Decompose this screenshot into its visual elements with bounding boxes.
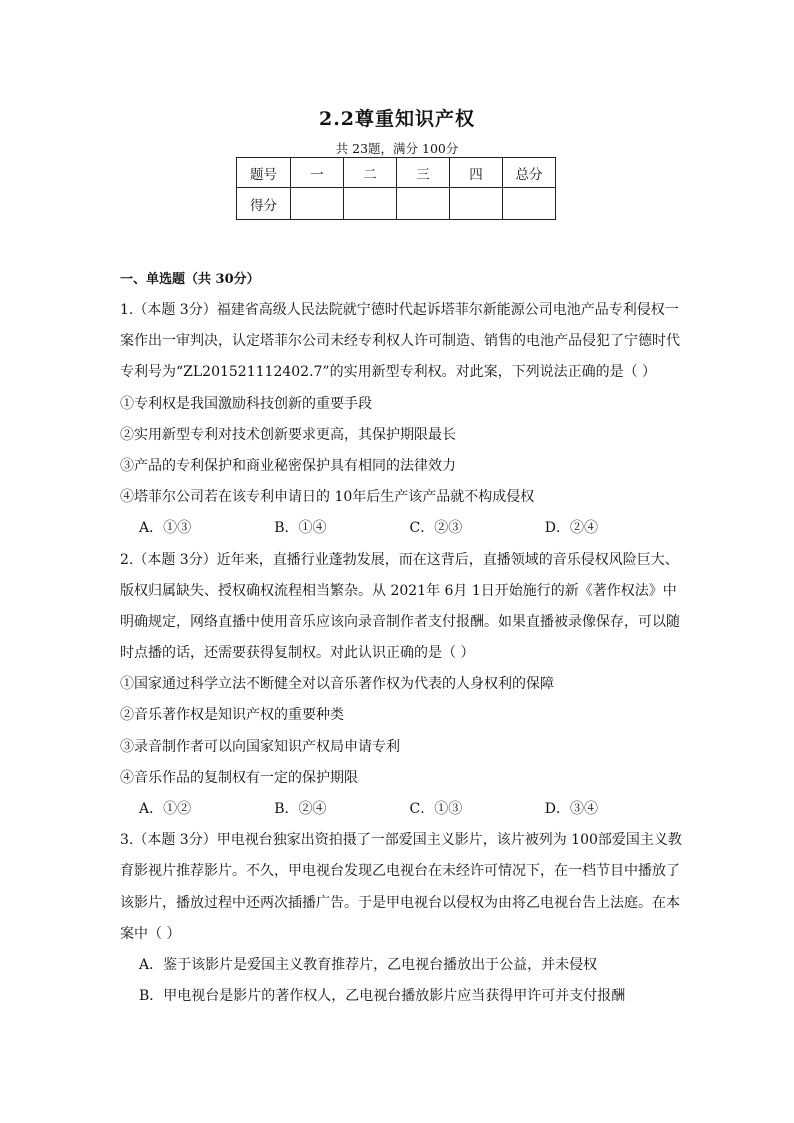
- question-text-line: 1.（本题 3分）福建省高级人民法院就宁德时代起诉塔菲尔新能源公司电池产品专利侵权一: [120, 302, 679, 318]
- header-cell: 一: [291, 158, 344, 188]
- exam-summary: 共 23题，满分 100分: [335, 141, 459, 156]
- choice-a[interactable]: A．①③: [139, 520, 192, 537]
- row-label: 得分: [237, 188, 291, 220]
- score-table-score-row: [237, 188, 556, 220]
- choice-b[interactable]: B．甲电视台是影片的著作权人，乙电视台播放影片应当获得甲许可并支付报酬: [139, 988, 626, 1005]
- statement: ②音乐著作权是知识产权的重要种类: [120, 707, 344, 724]
- statement: ③产品的专利保护和商业秘密保护具有相同的法律效力: [120, 457, 456, 474]
- statement: ②实用新型专利对技术创新要求更高，其保护期限最长: [120, 426, 456, 443]
- choice-d[interactable]: D．③④: [544, 801, 598, 817]
- score-cell: [450, 188, 503, 220]
- header-cell: 题号: [237, 158, 291, 188]
- choice-b[interactable]: B．②④: [274, 801, 327, 817]
- choice-a[interactable]: A．鉴于该影片是爱国主义教育推荐片，乙电视台播放出于公益，并未侵权: [139, 956, 598, 973]
- question-text-line: 版权归属缺失、授权确权流程相当繁杂。从 2021年 6月 1日开始施行的新《著作权法》中: [120, 582, 677, 599]
- question-text-line: 该影片，播放过程中还两次插播广告。于是甲电视台以侵权为由将乙电视台告上法庭。在本: [120, 894, 680, 911]
- choice-d[interactable]: D．②④: [544, 520, 598, 537]
- header-cell: 总分: [503, 158, 556, 188]
- choice-b[interactable]: B．①④: [274, 520, 327, 537]
- header-cell: 四: [450, 158, 503, 188]
- statement: ①国家通过科学立法不断健全对以音乐著作权为代表的人身权利的保障: [120, 676, 554, 693]
- answer-choices: [120, 513, 680, 544]
- choice-c[interactable]: C．①③: [409, 801, 463, 817]
- score-table-header-row: [237, 158, 556, 188]
- question-text-line: 案中（ ）: [120, 925, 181, 942]
- question-1: [120, 295, 680, 545]
- statement: ③录音制作者可以向国家知识产权局申请专利: [120, 738, 400, 755]
- score-cell: [344, 188, 397, 220]
- question-text-line: 明确规定，网络直播中使用音乐应该向录音制作者支付报酬。如果直播被录像保存，可以随: [120, 613, 680, 630]
- statement: ④音乐作品的复制权有一定的保护期限: [120, 769, 358, 786]
- question-text-line: 案作出一审判决，认定塔菲尔公司未经专利权人许可制造、销售的电池产品侵犯了宁德时代: [120, 333, 680, 350]
- score-cell: [397, 188, 450, 220]
- question-text-line: 时点播的话，还需要获得复制权。对此认识正确的是（ ）: [120, 645, 475, 662]
- question-text-line: 育影视片推荐影片。不久，甲电视台发现乙电视台在未经许可情况下，在一档节目中播放了: [120, 863, 680, 880]
- question-text-line: 2.（本题 3分）近年来，直播行业蓬勃发展，而在这背后，直播领域的音乐侵权风险巨大、: [120, 551, 679, 568]
- statement: ①专利权是我国激励科技创新的重要手段: [120, 395, 372, 412]
- statement: ④塔菲尔公司若在该专利申请日的 10年后生产该产品就不构成侵权: [120, 489, 535, 506]
- section-heading: 一、单选题（共 30分）: [120, 272, 260, 287]
- question-2: [120, 545, 680, 826]
- question-text-line: 3.（本题 3分）甲电视台独家出资拍摄了一部爱国主义影片，该片被列为 100部爱国主义教: [120, 832, 682, 849]
- header-cell: 三: [397, 158, 450, 188]
- header-cell: 二: [344, 158, 397, 188]
- score-cell: [291, 188, 344, 220]
- question-text-line: 专利号为“ZL201521112402.7”的实用新型专利权。对此案，下列说法正确的是（ ）: [120, 364, 657, 381]
- answer-choices: [120, 794, 680, 825]
- page-title: 2.2尊重知识产权: [318, 108, 476, 130]
- choice-c[interactable]: C．②③: [409, 520, 463, 537]
- choice-a[interactable]: A．①②: [139, 801, 192, 817]
- question-3: [120, 825, 680, 1012]
- question-content: [120, 262, 680, 1012]
- score-table: [236, 157, 556, 220]
- score-cell: [503, 188, 556, 220]
